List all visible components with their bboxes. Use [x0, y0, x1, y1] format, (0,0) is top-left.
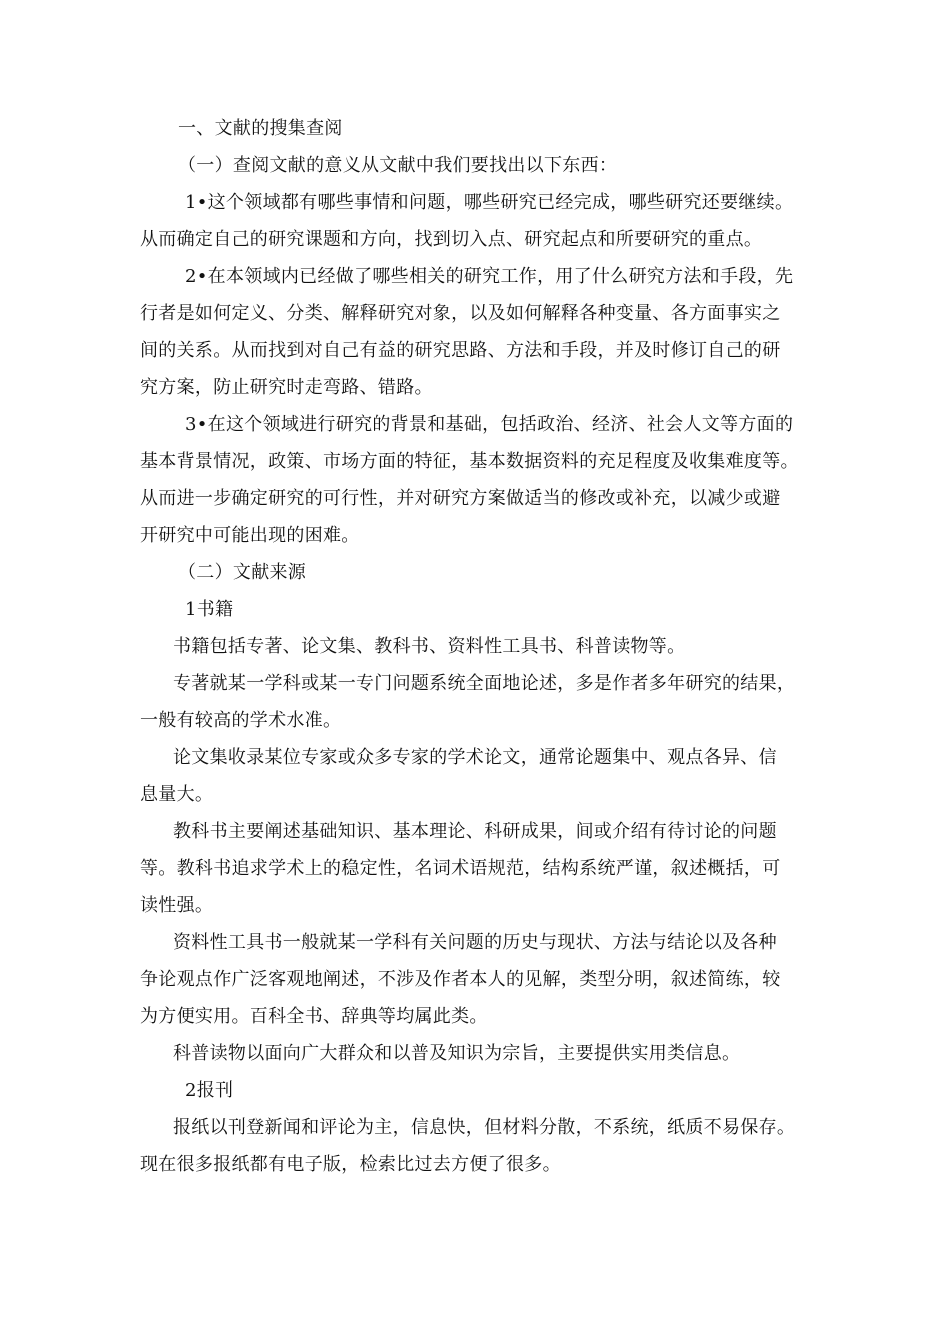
section-heading: 一、文献的搜集查阅: [178, 118, 343, 139]
paragraph-line: 报纸以刊登新闻和评论为主，信息快，但材料分散，不系统，纸质不易保存。: [173, 1117, 796, 1138]
paragraph-line: 等。教科书追求学术上的稳定性，名词术语规范，结构系统严谨，叙述概括，可: [140, 858, 781, 879]
paragraph-line: 开研究中可能出现的困难。: [140, 525, 360, 546]
paragraph-line: 息量大。: [140, 784, 214, 805]
subsection-heading: （二）文献来源: [178, 562, 307, 583]
paragraph-line: 教科书主要阐述基础知识、基本理论、科研成果，间或介绍有待讨论的问题: [173, 821, 777, 842]
paragraph-line: 2•在本领域内已经做了哪些相关的研究工作，用了什么研究方法和手段，先: [185, 266, 794, 287]
paragraph-line: 间的关系。从而找到对自己有益的研究思路、方法和手段，并及时修订自己的研: [140, 340, 781, 361]
paragraph-line: 书籍包括专著、论文集、教科书、资料性工具书、科普读物等。: [173, 636, 686, 657]
paragraph-line: 究方案，防止研究时走弯路、错路。: [140, 377, 433, 398]
paragraph-line: 资料性工具书一般就某一学科有关问题的历史与现状、方法与结论以及各种: [173, 932, 777, 953]
paragraph-line: 行者是如何定义、分类、解释研究对象，以及如何解释各种变量、各方面事实之: [140, 303, 781, 324]
paragraph-line: 争论观点作广泛客观地阐述，不涉及作者本人的见解，类型分明，叙述简练，较: [140, 969, 781, 990]
paragraph-line: 论文集收录某位专家或众多专家的学术论文，通常论题集中、观点各异、信: [173, 747, 777, 768]
paragraph-line: 1•这个领域都有哪些事情和问题，哪些研究已经完成，哪些研究还要继续。: [185, 192, 794, 213]
paragraph-line: 基本背景情况，政策、市场方面的特征，基本数据资料的充足程度及收集难度等。: [140, 451, 799, 472]
item-heading: 1书籍: [185, 599, 234, 620]
subsection-heading: （一）查阅文献的意义从文献中我们要找出以下东西：: [178, 155, 618, 176]
paragraph-line: 3•在这个领域进行研究的背景和基础，包括政治、经济、社会人文等方面的: [185, 414, 794, 435]
item-heading: 2报刊: [185, 1080, 234, 1101]
paragraph-line: 科普读物以面向广大群众和以普及知识为宗旨，主要提供实用类信息。: [173, 1043, 741, 1064]
document-body: [140, 110, 830, 1183]
paragraph-line: 专著就某一学科或某一专门问题系统全面地论述，多是作者多年研究的结果，: [173, 673, 796, 694]
paragraph-line: 从而确定自己的研究课题和方向，找到切入点、研究起点和所要研究的重点。: [140, 229, 763, 250]
paragraph-line: 读性强。: [140, 895, 214, 916]
paragraph-line: 为方便实用。百科全书、辞典等均属此类。: [140, 1006, 488, 1027]
paragraph-line: 一般有较高的学术水准。: [140, 710, 342, 731]
paragraph-line: 从而进一步确定研究的可行性，并对研究方案做适当的修改或补充，以减少或避: [140, 488, 781, 509]
paragraph-line: 现在很多报纸都有电子版，检索比过去方便了很多。: [140, 1154, 561, 1175]
